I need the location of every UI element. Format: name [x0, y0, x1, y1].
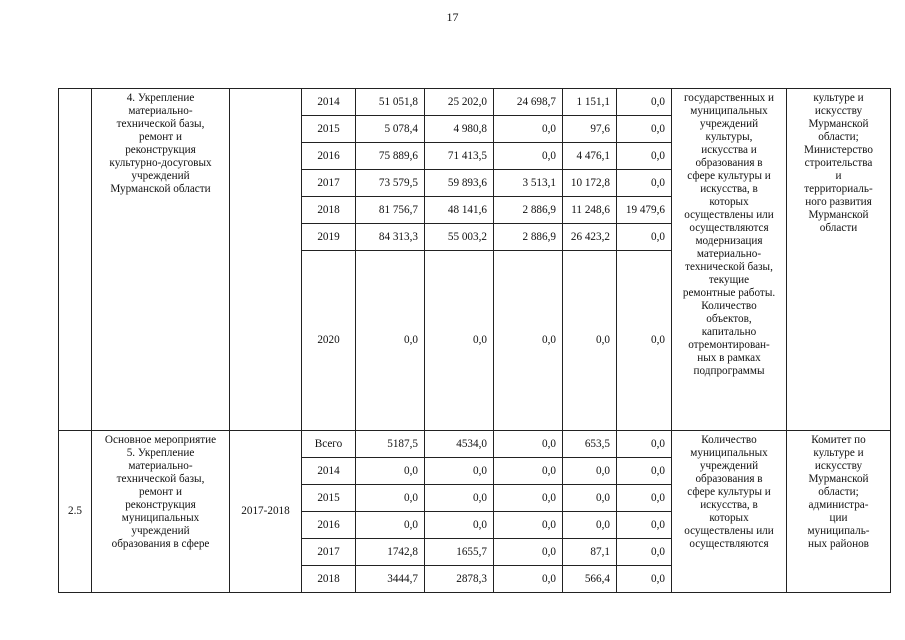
budget-table	[58, 88, 891, 593]
amount-cell: 0,0	[425, 512, 494, 539]
executor-cell	[787, 89, 891, 431]
executor-cell-line: Комитет по	[811, 434, 866, 446]
amount-cell: 71 413,5	[425, 143, 494, 170]
amount-cell: 11 248,6	[563, 197, 617, 224]
activity-name-cell	[92, 89, 230, 431]
indicator-cell-line: ных в рамках	[697, 352, 761, 364]
activity-name-cell-line: ремонт и	[139, 131, 182, 143]
indicator-cell-line: учреждений	[699, 118, 759, 130]
indicator-cell-line: сфере культуры и	[687, 486, 771, 498]
indicator-cell-line: искусства, в	[700, 183, 758, 195]
executor-cell-line: Мурманской	[808, 209, 869, 221]
amount-cell: 0,0	[356, 251, 425, 431]
indicator-cell-line: муниципальных	[690, 105, 768, 117]
activity-name-cell-line: культурно-досуговых	[109, 157, 212, 169]
amount-cell: 10 172,8	[563, 170, 617, 197]
activity-name-cell	[92, 431, 230, 593]
indicator-cell-line: осуществляются	[689, 538, 769, 550]
table-row	[59, 89, 891, 116]
amount-cell: 0,0	[563, 512, 617, 539]
amount-cell: 566,4	[563, 566, 617, 593]
executor-cell-line: области;	[818, 486, 859, 498]
indicator-cell-line: культуры,	[705, 131, 753, 143]
executor-cell-line: искусству	[814, 105, 863, 117]
amount-cell: 0,0	[617, 224, 672, 251]
indicator-cell-line: государственных и	[683, 92, 775, 104]
executor-cell-line: Мурманской	[808, 118, 869, 130]
amount-cell: 48 141,6	[425, 197, 494, 224]
amount-cell: 5187,5	[356, 431, 425, 458]
amount-cell: 1742,8	[356, 539, 425, 566]
year-cell: 2015	[302, 485, 356, 512]
indicator-cell-line: осуществлены или	[684, 209, 774, 221]
page-number: 17	[446, 10, 459, 24]
amount-cell: 0,0	[425, 458, 494, 485]
activity-name-cell-line: образования в сфере	[111, 538, 210, 550]
activity-name-cell-line: технической базы,	[116, 118, 205, 130]
amount-cell: 19 479,6	[617, 197, 672, 224]
amount-cell: 87,1	[563, 539, 617, 566]
table-row	[59, 431, 891, 458]
activity-name-cell-line: учреждений	[131, 525, 190, 537]
amount-cell: 97,6	[563, 116, 617, 143]
executor-cell-line: ного развития	[805, 196, 872, 208]
amount-cell: 0,0	[494, 485, 563, 512]
year-cell: 2018	[302, 566, 356, 593]
amount-cell: 0,0	[617, 485, 672, 512]
indicator-cell-line: Количество	[701, 434, 757, 446]
amount-cell: 0,0	[494, 431, 563, 458]
year-cell: 2018	[302, 197, 356, 224]
executor-cell-line: искусству	[814, 460, 863, 472]
amount-cell: 0,0	[617, 566, 672, 593]
indicator-cell-line: муниципальных	[690, 447, 768, 459]
activity-name-cell-line: муниципальных	[121, 512, 200, 524]
activity-name-cell-line: учреждений	[131, 170, 190, 182]
amount-cell: 0,0	[617, 539, 672, 566]
executor-cell-line: культуре и	[813, 92, 864, 104]
amount-cell: 0,0	[563, 458, 617, 485]
indicator-cell	[672, 89, 787, 431]
amount-cell: 73 579,5	[356, 170, 425, 197]
indicator-cell-line: капитально	[701, 326, 757, 338]
amount-cell: 0,0	[494, 512, 563, 539]
amount-cell: 0,0	[494, 458, 563, 485]
indicator-cell-line: текущие	[708, 274, 750, 286]
amount-cell: 59 893,6	[425, 170, 494, 197]
indicator-cell-line: объектов,	[706, 313, 752, 325]
amount-cell: 84 313,3	[356, 224, 425, 251]
amount-cell: 51 051,8	[356, 89, 425, 116]
activity-name-cell-line: реконструкция	[125, 499, 196, 511]
amount-cell: 0,0	[617, 431, 672, 458]
amount-cell: 0,0	[356, 458, 425, 485]
amount-cell: 24 698,7	[494, 89, 563, 116]
amount-cell: 81 756,7	[356, 197, 425, 224]
indicator-cell-line: ремонтные работы.	[682, 287, 776, 299]
year-cell: 2014	[302, 458, 356, 485]
executor-cell-line: и	[835, 170, 842, 182]
amount-cell: 0,0	[494, 251, 563, 431]
executor-cell-line: Мурманской	[808, 473, 869, 485]
indicator-cell-line: отремонтирован-	[688, 339, 770, 351]
amount-cell: 2 886,9	[494, 197, 563, 224]
executor-cell-line: территориаль-	[804, 183, 873, 195]
activity-name-cell-line: материально-	[128, 460, 193, 472]
amount-cell: 0,0	[617, 251, 672, 431]
amount-cell: 0,0	[617, 89, 672, 116]
indicator-cell-line: образования в	[695, 473, 763, 485]
executor-cell-line: Министерство	[804, 144, 873, 156]
amount-cell: 0,0	[617, 143, 672, 170]
year-cell: 2017	[302, 539, 356, 566]
amount-cell: 4534,0	[425, 431, 494, 458]
executor-cell-line: культуре и	[813, 447, 864, 459]
indicator-cell-line: осуществляются	[689, 222, 769, 234]
amount-cell: 26 423,2	[563, 224, 617, 251]
amount-cell: 653,5	[563, 431, 617, 458]
activity-name-cell-line: ремонт и	[139, 486, 182, 498]
number-cell: 2.5	[59, 431, 92, 593]
indicator-cell-line: которых	[709, 196, 749, 208]
amount-cell: 1 151,1	[563, 89, 617, 116]
number-cell	[59, 89, 92, 431]
indicator-cell-line: учреждений	[699, 460, 759, 472]
year-cell: 2020	[302, 251, 356, 431]
year-cell: 2016	[302, 512, 356, 539]
amount-cell: 2878,3	[425, 566, 494, 593]
activity-name-cell-line: реконструкция	[125, 144, 196, 156]
amount-cell: 0,0	[425, 485, 494, 512]
amount-cell: 0,0	[563, 251, 617, 431]
year-cell: Всего	[302, 431, 356, 458]
executor-cell-line: администра-	[808, 499, 869, 511]
amount-cell: 0,0	[425, 251, 494, 431]
indicator-cell-line: модернизация	[695, 235, 763, 247]
amount-cell: 0,0	[617, 458, 672, 485]
amount-cell: 0,0	[494, 116, 563, 143]
executor-cell-line: области;	[818, 131, 859, 143]
year-cell: 2019	[302, 224, 356, 251]
year-cell: 2015	[302, 116, 356, 143]
indicator-cell-line: сфере культуры и	[687, 170, 771, 182]
period-cell: 2017-2018	[230, 431, 302, 593]
amount-cell: 4 980,8	[425, 116, 494, 143]
executor-cell-line: области	[819, 222, 858, 234]
year-cell: 2016	[302, 143, 356, 170]
amount-cell: 1655,7	[425, 539, 494, 566]
year-cell: 2017	[302, 170, 356, 197]
amount-cell: 5 078,4	[356, 116, 425, 143]
amount-cell: 0,0	[356, 485, 425, 512]
executor-cell-line: муниципаль-	[807, 525, 870, 537]
amount-cell: 0,0	[494, 566, 563, 593]
amount-cell: 0,0	[563, 485, 617, 512]
activity-name-cell-line: технической базы,	[116, 473, 205, 485]
indicator-cell-line: технической базы,	[685, 261, 773, 273]
indicator-cell-line: образования в	[695, 157, 763, 169]
executor-cell-line: строительства	[804, 157, 873, 169]
amount-cell: 0,0	[494, 539, 563, 566]
amount-cell: 0,0	[494, 143, 563, 170]
indicator-cell-line: искусства и	[701, 144, 757, 156]
executor-cell-line: ных районов	[808, 538, 869, 550]
amount-cell: 55 003,2	[425, 224, 494, 251]
amount-cell: 3444,7	[356, 566, 425, 593]
indicator-cell-line: осуществлены или	[684, 525, 774, 537]
amount-cell: 4 476,1	[563, 143, 617, 170]
activity-name-cell-line: материально-	[128, 105, 193, 117]
amount-cell: 3 513,1	[494, 170, 563, 197]
period-cell	[230, 89, 302, 431]
indicator-cell	[672, 431, 787, 593]
amount-cell: 0,0	[617, 170, 672, 197]
activity-name-cell-line: Основное мероприятие	[104, 434, 217, 446]
activity-name-cell-line: 5. Укрепление	[126, 447, 195, 459]
executor-cell-line: ции	[829, 512, 848, 524]
executor-cell	[787, 431, 891, 593]
amount-cell: 2 886,9	[494, 224, 563, 251]
amount-cell: 0,0	[356, 512, 425, 539]
indicator-cell-line: материально-	[696, 248, 762, 260]
amount-cell: 0,0	[617, 116, 672, 143]
activity-name-cell-line: Мурманской области	[110, 183, 211, 195]
indicator-cell-line: подпрограммы	[693, 365, 765, 377]
amount-cell: 0,0	[617, 512, 672, 539]
year-cell: 2014	[302, 89, 356, 116]
amount-cell: 25 202,0	[425, 89, 494, 116]
indicator-cell-line: искусства, в	[700, 499, 758, 511]
indicator-cell-line: которых	[709, 512, 749, 524]
activity-name-cell-line: 4. Укрепление	[126, 92, 195, 104]
indicator-cell-line: Количество	[701, 300, 757, 312]
amount-cell: 75 889,6	[356, 143, 425, 170]
